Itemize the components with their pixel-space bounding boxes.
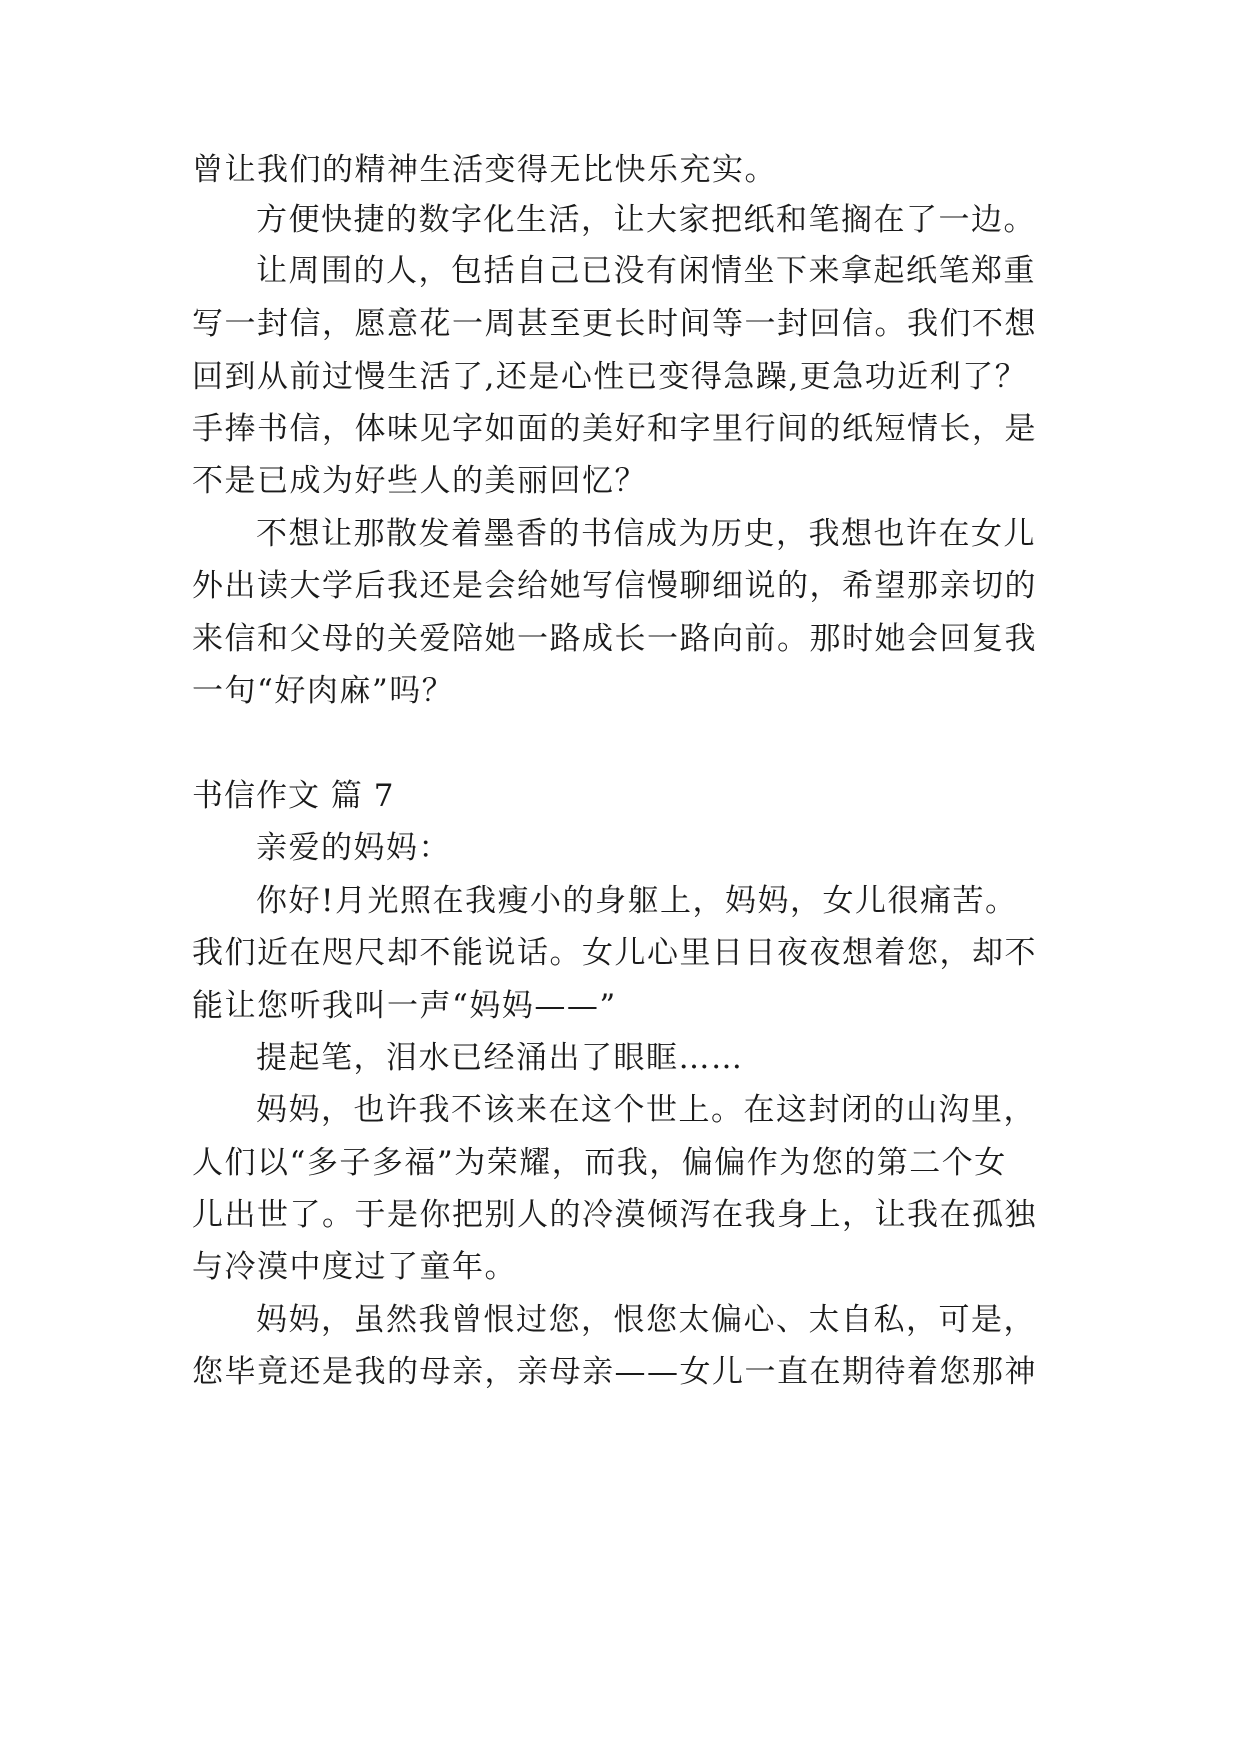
body-text-line: 一句“好肉麻”吗？ bbox=[192, 673, 455, 709]
body-text-line: 儿出世了。于是你把别人的冷漠倾泻在我身上，让我在孤独 bbox=[192, 1197, 1037, 1233]
body-text-line: 回到从前过慢生活了,还是心性已变得急躁,更急功近利了？ bbox=[192, 359, 1028, 395]
section-heading: 书信作文 篇 7 bbox=[192, 778, 395, 814]
body-text-line: 能让您听我叫一声“妈妈——” bbox=[192, 988, 617, 1024]
body-text-line: 写一封信，愿意花一周甚至更长时间等一封回信。我们不想 bbox=[192, 306, 1037, 342]
paragraph-first-line: 不想让那散发着墨香的书信成为历史，我想也许在女儿 bbox=[256, 516, 1036, 552]
body-text-line: 不是已成为好些人的美丽回忆？ bbox=[192, 463, 647, 499]
paragraph-first-line: 妈妈，也许我不该来在这个世上。在这封闭的山沟里， bbox=[256, 1092, 1036, 1128]
paragraph-first-line: 提起笔，泪水已经涌出了眼眶…… bbox=[256, 1040, 744, 1076]
body-text-line: 我们近在咫尺却不能说话。女儿心里日日夜夜想着您，却不 bbox=[192, 935, 1037, 971]
paragraph-first-line: 你好!月光照在我瘦小的身躯上，妈妈，女儿很痛苦。 bbox=[256, 883, 1018, 919]
body-text-line: 与冷漠中度过了童年。 bbox=[192, 1249, 517, 1285]
body-text-line: 您毕竟还是我的母亲，亲母亲——女儿一直在期待着您那神 bbox=[192, 1354, 1037, 1390]
letter-salutation: 亲爱的妈妈： bbox=[256, 830, 451, 866]
paragraph-first-line: 方便快捷的数字化生活，让大家把纸和笔搁在了一边。 bbox=[256, 202, 1036, 238]
paragraph-first-line: 让周围的人，包括自己已没有闲情坐下来拿起纸笔郑重 bbox=[256, 253, 1036, 289]
body-text-line: 手捧书信，体味见字如面的美好和字里行间的纸短情长，是 bbox=[192, 411, 1037, 447]
body-text-line: 人们以“多子多福”为荣耀，而我，偏偏作为您的第二个女 bbox=[192, 1145, 1007, 1181]
body-text-line: 外出读大学后我还是会给她写信慢聊细说的，希望那亲切的 bbox=[192, 568, 1037, 604]
body-text-line: 来信和父母的关爱陪她一路成长一路向前。那时她会回复我 bbox=[192, 621, 1037, 657]
body-text-line: 曾让我们的精神生活变得无比快乐充实。 bbox=[192, 152, 777, 188]
paragraph-first-line: 妈妈，虽然我曾恨过您，恨您太偏心、太自私，可是， bbox=[256, 1302, 1036, 1338]
